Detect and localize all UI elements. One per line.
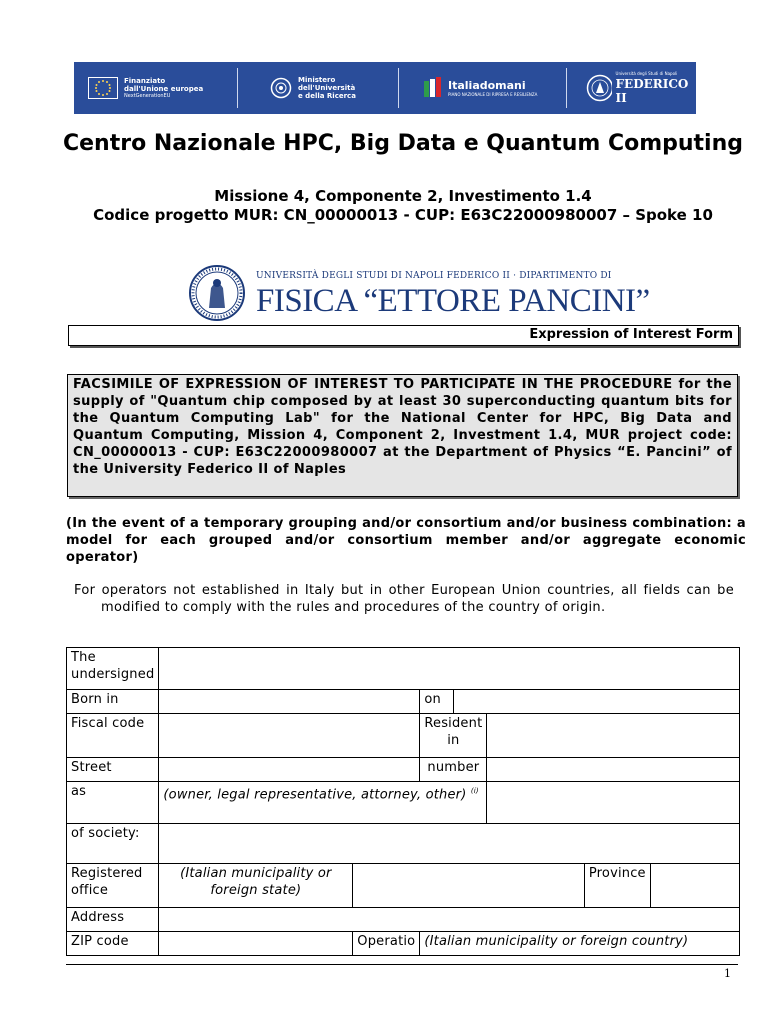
applicant-form-table	[66, 647, 740, 956]
born-in-label: Born in	[67, 690, 159, 714]
form-row	[67, 758, 740, 782]
birth-date-field[interactable]	[454, 690, 740, 714]
subtitle-line2: Codice progetto MUR: CN_00000013 - CUP: E63C22000980007 – Spoke 10	[93, 206, 713, 224]
street-label: Street	[67, 758, 159, 782]
banner-divider	[237, 68, 238, 108]
university-seal-icon	[187, 264, 249, 322]
resident-in-label: Resident in	[420, 714, 487, 758]
undersigned-label: The undersigned	[67, 648, 159, 690]
zip-code-label: ZIP code	[67, 932, 159, 956]
fiscal-code-field[interactable]	[159, 714, 420, 758]
operators-note: For operators not established in Italy but in other European Union countries, all fields can be modified to comply with the rules and procedures of the country of origin.	[74, 583, 734, 615]
form-row	[67, 690, 740, 714]
form-row	[67, 864, 740, 908]
department-name: FISICA “ETTORE PANCINI”	[256, 283, 650, 319]
form-row	[67, 824, 740, 864]
funding-banner	[74, 62, 696, 114]
born-in-field[interactable]	[159, 690, 420, 714]
federico-logo	[586, 62, 696, 114]
form-row	[67, 782, 740, 824]
eu-line3: NextGenerationEU	[124, 93, 171, 99]
eu-line2: dall'Unione europea	[124, 85, 204, 93]
form-row	[67, 932, 740, 956]
banner-divider	[566, 68, 567, 108]
registered-office-field[interactable]	[353, 864, 585, 908]
as-hint-cell	[159, 782, 487, 824]
page-title: Centro Nazionale HPC, Big Data e Quantum Computing	[62, 131, 744, 156]
eu-logo	[88, 62, 203, 114]
undersigned-field[interactable]	[159, 648, 740, 690]
as-footnote-ref: (i)	[470, 787, 479, 795]
subtitle	[0, 187, 770, 225]
eu-flag-icon	[88, 77, 118, 99]
form-label-box	[68, 325, 739, 346]
of-society-label: of society:	[67, 824, 159, 864]
as-hint: (owner, legal representative, attorney, other)	[163, 787, 467, 803]
department-university-line: UNIVERSITÀ DEGLI STUDI DI NAPOLI FEDERICO II · DIPARTIMENTO DI	[256, 271, 612, 281]
page-number: 1	[724, 967, 731, 980]
resident-in-field[interactable]	[487, 714, 740, 758]
ministry-line1: Ministero	[298, 76, 336, 84]
facsimile-box	[67, 374, 738, 497]
federico-big: FEDERICO II	[615, 77, 689, 105]
fiscal-code-label: Fiscal code	[67, 714, 159, 758]
banner-divider	[398, 68, 399, 108]
registered-hint: (Italian municipality or foreign state)	[180, 866, 332, 898]
italia-flag-icon	[422, 75, 444, 101]
number-label: number	[420, 758, 487, 782]
federico-seal-icon	[586, 74, 612, 102]
italia-domani-sub: PIANO NAZIONALE DI RIPRESA E RESILIENZA	[448, 92, 538, 97]
registered-hint-cell	[159, 864, 353, 908]
registered-office-label: Registered office	[67, 864, 159, 908]
ministry-emblem-icon	[270, 77, 292, 99]
form-row	[67, 714, 740, 758]
italia-domani-label: Italiadomani	[448, 79, 526, 92]
facsimile-text: FACSIMILE OF EXPRESSION OF INTEREST TO PARTICIPATE IN THE PROCEDURE for the supply of "Quantum chip composed by at least 30 superconducting quantum bits for the Quantum Computing Lab" for the National Center for HPC, Big Data and Quantum Computing, Mission 4, Component 2, Investment 1.4, MUR project code: CN_00000013 - CUP: E63C22000980007 at the Department of Physics “E. Pancini” of the University Federico II of Naples	[73, 377, 732, 477]
province-label: Province	[584, 864, 650, 908]
address-field[interactable]	[159, 908, 740, 932]
federico-small: Università degli Studi di Napoli	[615, 71, 678, 76]
as-label: as	[67, 782, 159, 824]
ministry-line2: dell'Università	[298, 84, 356, 92]
ministry-line3: e della Ricerca	[298, 92, 356, 100]
form-row	[67, 908, 740, 932]
operators-note-block	[74, 582, 734, 616]
ministry-logo	[270, 62, 356, 114]
street-field[interactable]	[159, 758, 420, 782]
province-field[interactable]	[650, 864, 739, 908]
zip-code-field[interactable]	[159, 932, 353, 956]
as-field[interactable]	[487, 782, 740, 824]
subtitle-line1: Missione 4, Componente 2, Investimento 1.4	[214, 187, 592, 205]
operatio-hint: (Italian municipality or foreign country)	[424, 934, 689, 949]
operatio-label: Operatio	[353, 932, 420, 956]
on-label: on	[420, 690, 454, 714]
number-field[interactable]	[487, 758, 740, 782]
form-row	[67, 648, 740, 690]
form-label: Expression of Interest Form	[529, 327, 733, 342]
footer-rule	[66, 964, 738, 965]
eu-line1: Finanziato	[124, 77, 166, 85]
address-label: Address	[67, 908, 159, 932]
italia-domani-logo	[422, 62, 537, 114]
society-field[interactable]	[159, 824, 740, 864]
event-note: (In the event of a temporary grouping and/or consortium and/or business combination: a model for each grouped and/or consortium member and/or aggregate economic operator)	[66, 516, 746, 565]
operatio-hint-cell	[420, 932, 740, 956]
